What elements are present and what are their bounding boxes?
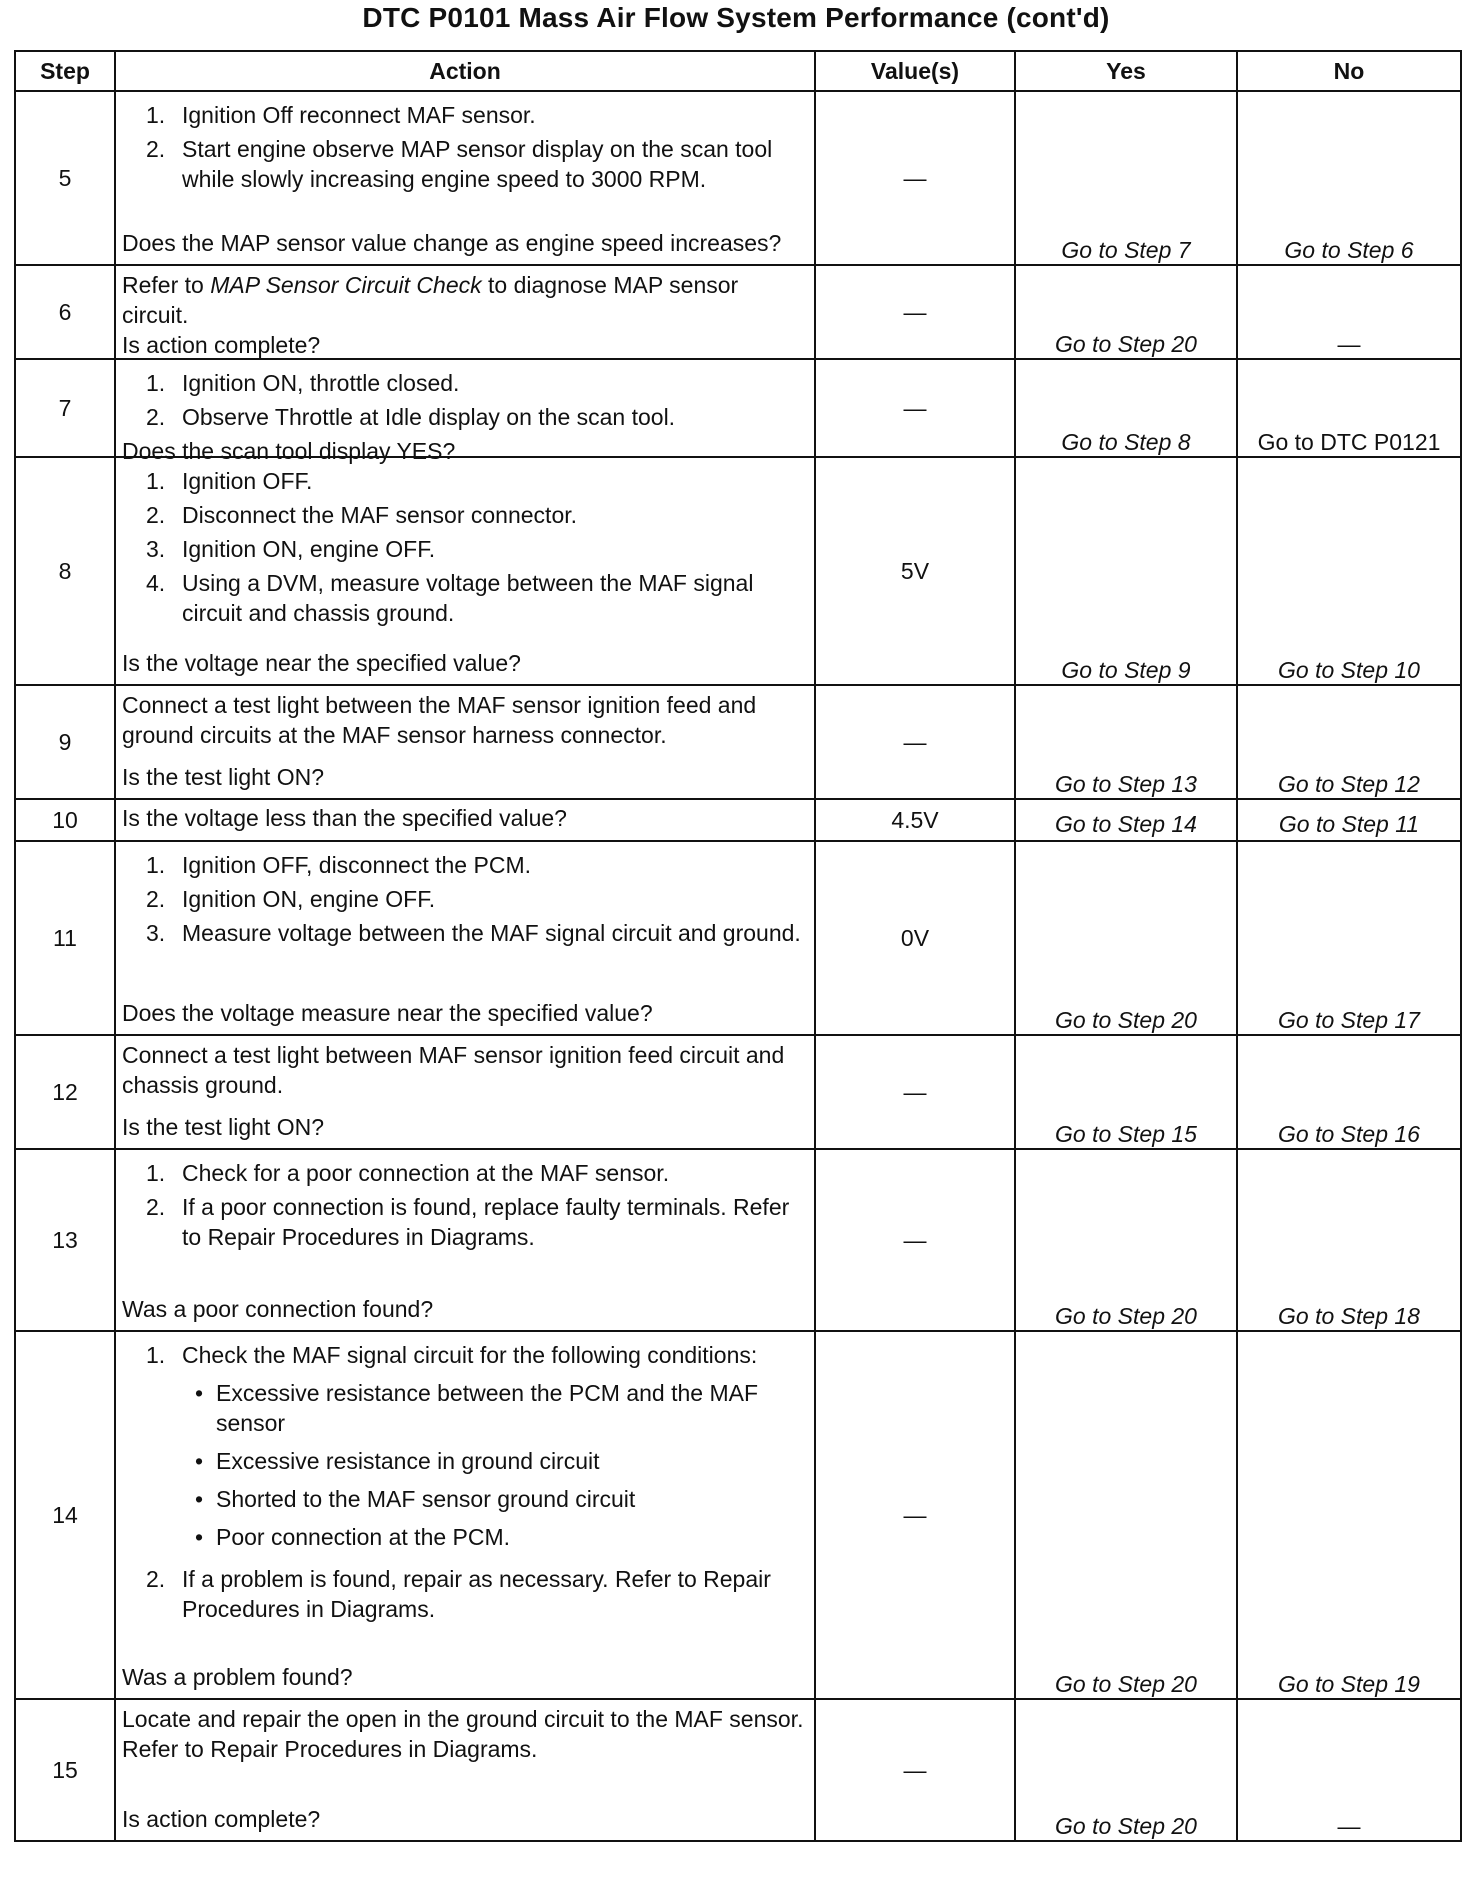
action-list	[122, 846, 808, 952]
action-list	[122, 96, 808, 198]
no-result: Go to Step 16	[1237, 1035, 1461, 1149]
action-list	[122, 462, 808, 632]
table-row	[15, 1699, 1461, 1841]
action-cell	[115, 457, 815, 685]
action-cell	[115, 359, 815, 464]
list-item: 2. Ignition ON, engine OFF.	[146, 886, 436, 912]
yes-result: Go to Step 9	[1015, 457, 1237, 685]
list-item: 3. Measure voltage between the MAF signal circuit and ground.	[146, 920, 801, 946]
header-step: Step	[15, 51, 115, 91]
step-number: 14	[15, 1331, 115, 1699]
step-number: 10	[15, 799, 115, 841]
action-question: Does the scan tool display YES?	[122, 438, 456, 464]
value-cell: —	[815, 265, 1015, 359]
value-cell: 4.5V	[815, 799, 1015, 841]
list-item: 1. Ignition Off reconnect MAF sensor.	[146, 102, 536, 128]
value-cell: —	[815, 685, 1015, 799]
value-cell: —	[815, 91, 1015, 265]
yes-result: Go to Step 20	[1015, 1149, 1237, 1331]
table-row	[15, 265, 1461, 359]
header-yes: Yes	[1015, 51, 1237, 91]
table-row	[15, 1035, 1461, 1149]
list-item: 2. Start engine observe MAP sensor display on the scan tool while slowly increasing engine speed to 3000 RPM.	[146, 136, 773, 192]
table-row	[15, 359, 1461, 457]
header-values: Value(s)	[815, 51, 1015, 91]
no-result: Go to Step 12	[1237, 685, 1461, 799]
table-row	[15, 457, 1461, 685]
action-question: Is the test light ON?	[122, 1114, 324, 1140]
value-cell: —	[815, 1699, 1015, 1841]
list-item: 4. Using a DVM, measure voltage between the MAF signal circuit and chassis ground.	[146, 570, 754, 626]
action-question: Is the test light ON?	[122, 764, 324, 790]
list-item: • Poor connection at the PCM.	[194, 1524, 511, 1550]
no-result: Go to Step 10	[1237, 457, 1461, 685]
value-cell: 0V	[815, 841, 1015, 1035]
list-item: 1. Ignition OFF, disconnect the PCM.	[146, 852, 531, 878]
no-result: —	[1237, 1699, 1461, 1841]
action-cell	[115, 1149, 815, 1331]
diagnostic-table	[14, 50, 1462, 1842]
list-item: 2. Observe Throttle at Idle display on the scan tool.	[146, 404, 676, 430]
list-item: 1. Ignition OFF.	[146, 468, 313, 494]
step-number: 5	[15, 91, 115, 265]
table-row	[15, 1331, 1461, 1699]
action-question: Does the MAP sensor value change as engine speed increases?	[122, 230, 782, 256]
action-cell	[115, 685, 815, 799]
action-cell	[115, 265, 815, 359]
header-no: No	[1237, 51, 1461, 91]
list-item: 2. If a problem is found, repair as necessary. Refer to Repair Procedures in Diagrams.	[146, 1566, 771, 1622]
action-question: Is action complete?	[122, 332, 321, 358]
list-item: 1. Check for a poor connection at the MAF sensor.	[146, 1160, 670, 1186]
action-question: Is the voltage near the specified value?	[122, 650, 521, 676]
yes-result: Go to Step 20	[1015, 841, 1237, 1035]
action-cell	[115, 799, 815, 841]
no-result: Go to Step 11	[1237, 799, 1461, 841]
list-item: • Excessive resistance between the PCM and the MAF sensor	[194, 1380, 759, 1436]
value-cell: 5V	[815, 457, 1015, 685]
list-item: 1. Check the MAF signal circuit for the following conditions: • Excessive resistance between the PCM and the MAF sensor • Excessive resistance in ground circuit • Shorted to the MAF sensor ground circuit • Poor connection at the PCM.	[146, 1340, 808, 1560]
yes-result: Go to Step 7	[1015, 91, 1237, 265]
no-result: —	[1237, 265, 1461, 359]
action-text: Connect a test light between the MAF sensor ignition feed and ground circuits at the MAF sensor harness connector.	[122, 692, 757, 748]
table-row	[15, 841, 1461, 1035]
value-cell: —	[815, 1035, 1015, 1149]
table-header-row	[15, 51, 1461, 91]
step-number: 8	[15, 457, 115, 685]
action-cell	[115, 1035, 815, 1149]
step-number: 15	[15, 1699, 115, 1841]
list-item: • Shorted to the MAF sensor ground circuit	[194, 1486, 636, 1512]
action-question: Does the voltage measure near the specified value?	[122, 1000, 653, 1026]
list-item: 2. If a poor connection is found, replace faulty terminals. Refer to Repair Procedures in Diagrams.	[146, 1194, 790, 1250]
action-cell	[115, 841, 815, 1035]
no-result: Go to Step 6	[1237, 91, 1461, 265]
list-item: 1. Ignition ON, throttle closed.	[146, 370, 460, 396]
action-question: Was a problem found?	[122, 1664, 353, 1690]
action-cell	[115, 91, 815, 265]
action-question: Is action complete?	[122, 1806, 321, 1832]
step-number: 9	[15, 685, 115, 799]
table-row	[15, 91, 1461, 265]
action-list	[122, 1154, 808, 1256]
list-item: 3. Ignition ON, engine OFF.	[146, 536, 436, 562]
yes-result: Go to Step 20	[1015, 265, 1237, 359]
header-action: Action	[115, 51, 815, 91]
no-result: Go to DTC P0121	[1237, 359, 1461, 457]
action-question: Is the voltage less than the specified value?	[122, 805, 567, 831]
table-row	[15, 799, 1461, 841]
value-cell: —	[815, 359, 1015, 457]
action-question: Was a poor connection found?	[122, 1296, 434, 1322]
step-number: 12	[15, 1035, 115, 1149]
yes-result: Go to Step 20	[1015, 1699, 1237, 1841]
value-cell: —	[815, 1331, 1015, 1699]
list-item: • Excessive resistance in ground circuit	[194, 1448, 600, 1474]
step-number: 6	[15, 265, 115, 359]
action-list	[122, 364, 808, 436]
yes-result: Go to Step 15	[1015, 1035, 1237, 1149]
no-result: Go to Step 17	[1237, 841, 1461, 1035]
condition-list	[182, 1378, 808, 1552]
yes-result: Go to Step 8	[1015, 359, 1237, 457]
value-cell: —	[815, 1149, 1015, 1331]
action-list	[122, 1340, 808, 1624]
yes-result: Go to Step 13	[1015, 685, 1237, 799]
action-text: Refer to MAP Sensor Circuit Check to diagnose MAP sensor circuit.	[122, 272, 739, 328]
table-row	[15, 1149, 1461, 1331]
action-cell	[115, 1331, 815, 1699]
list-item: 2. Disconnect the MAF sensor connector.	[146, 502, 578, 528]
step-number: 11	[15, 841, 115, 1035]
action-cell	[115, 1699, 815, 1841]
table-row	[15, 685, 1461, 799]
no-result: Go to Step 18	[1237, 1149, 1461, 1331]
action-text: Locate and repair the open in the ground circuit to the MAF sensor. Refer to Repair Procedures in Diagrams.	[122, 1706, 804, 1762]
step-number: 7	[15, 359, 115, 457]
no-result: Go to Step 19	[1237, 1331, 1461, 1699]
step-number: 13	[15, 1149, 115, 1331]
page-title: DTC P0101 Mass Air Flow System Performance (cont'd)	[362, 2, 1110, 33]
yes-result: Go to Step 20	[1015, 1331, 1237, 1699]
yes-result: Go to Step 14	[1015, 799, 1237, 841]
action-text: Connect a test light between MAF sensor ignition feed circuit and chassis ground.	[122, 1042, 785, 1098]
procedure-reference: MAP Sensor Circuit Check	[210, 272, 482, 298]
